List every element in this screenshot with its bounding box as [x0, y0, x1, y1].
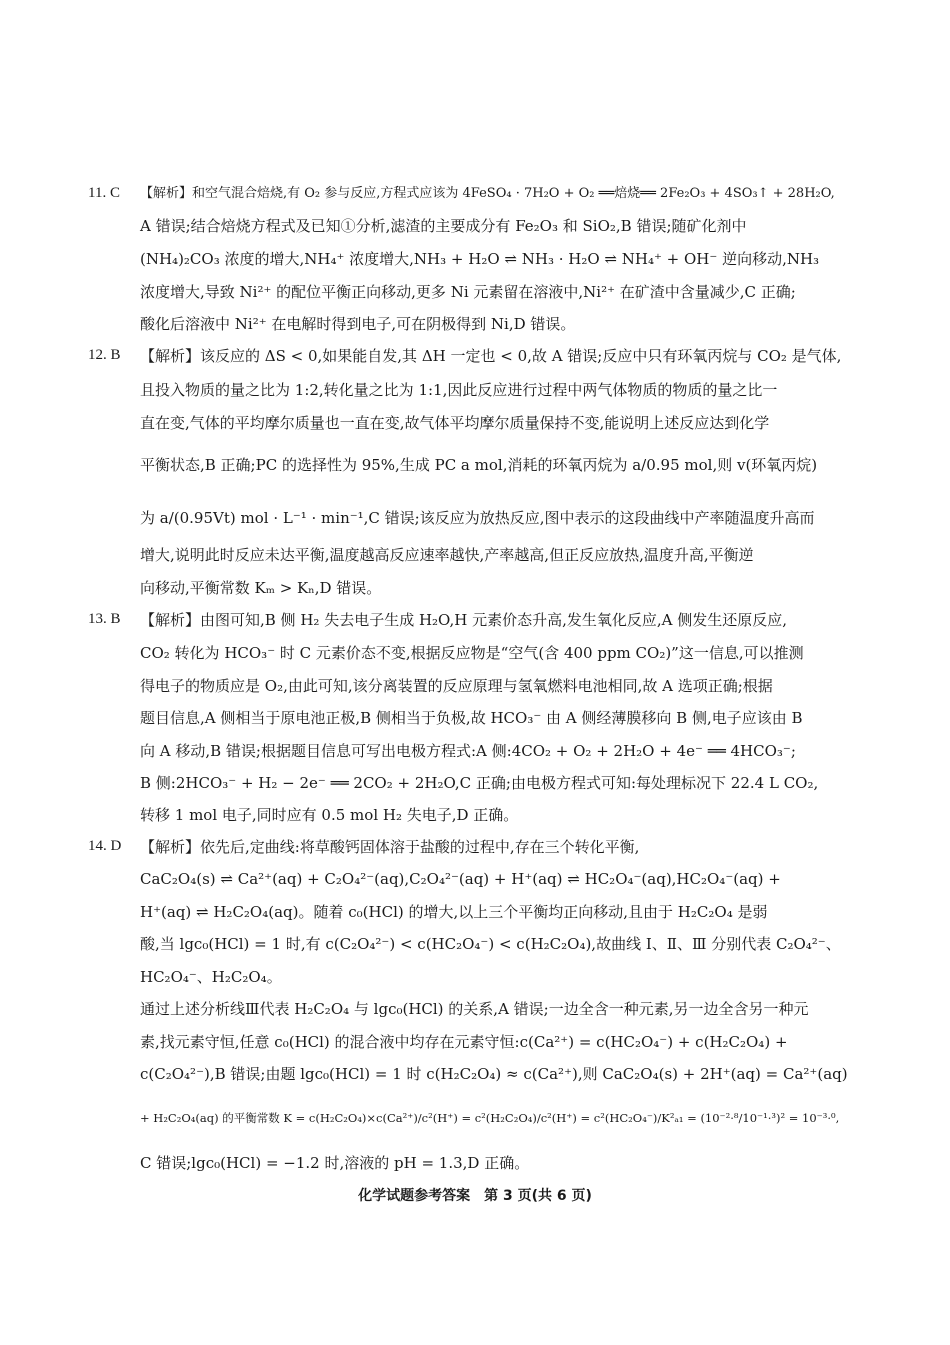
text-line: 转移 1 mol 电子,同时应有 0.5 mol H₂ 失电子,D 正确。	[140, 806, 519, 824]
text-line: 浓度增大,导致 Ni²⁺ 的配位平衡正向移动,更多 Ni 元素留在溶液中,Ni²⁺ 在矿渣中含量减少,C 正确;	[140, 283, 796, 301]
text-line: 直在变,气体的平均摩尔质量也一直在变,故气体平均摩尔质量保持不变,能说明上述反应达到化学	[140, 414, 770, 432]
text-line: CaC₂O₄(s) ⇌ Ca²⁺(aq) + C₂O₄²⁻(aq),C₂O₄²⁻(aq) + H⁺(aq) ⇌ HC₂O₄⁻(aq),HC₂O₄⁻(aq) +	[140, 870, 781, 888]
text-line: CO₂ 转化为 HCO₃⁻ 时 C 元素价态不变,根据反应物是“空气(含 400 ppm CO₂)”这一信息,可以推测	[140, 644, 804, 662]
text-line: B 侧:2HCO₃⁻ + H₂ − 2e⁻ ══ 2CO₂ + 2H₂O,C 正确;由电极方程式可知:每处理标况下 22.4 L CO₂,	[140, 774, 819, 792]
text-line: c(C₂O₄²⁻),B 错误;由题 lgc₀(HCl) = 1 时 c(H₂C₂O₄) ≈ c(Ca²⁺),则 CaC₂O₄(s) + 2H⁺(aq) = Ca²⁺(aq)	[140, 1065, 848, 1083]
text-line: 平衡状态,B 正确;PC 的选择性为 95%,生成 PC a mol,消耗的环氧丙烷为 a/0.95 mol,则 v(环氧丙烷)	[140, 456, 818, 474]
question-number: 14. D	[88, 838, 122, 854]
text-line: 【解析】该反应的 ΔS < 0,如果能自发,其 ΔH 一定也 < 0,故 A 错误;反应中只有环氧丙烷与 CO₂ 是气体,	[140, 347, 842, 365]
text-line: H⁺(aq) ⇌ H₂C₂O₄(aq)。随着 c₀(HCl) 的增大,以上三个平衡均正向移动,且由于 H₂C₂O₄ 是弱	[140, 903, 768, 921]
text-line: 【解析】由图可知,B 侧 H₂ 失去电子生成 H₂O,H 元素价态升高,发生氧化反应,A 侧发生还原反应,	[140, 611, 787, 629]
question-number: 11. C	[88, 185, 120, 201]
text-line: + H₂C₂O₄(aq) 的平衡常数 K = c(H₂C₂O₄)×c(Ca²⁺)/c²(H⁺) = c²(H₂C₂O₄)/c²(H⁺) = c²(HC₂O₄⁻)/K²ₐ₁ = (10⁻²·⁸/10⁻¹·³)² = 10⁻³·⁰,	[140, 1111, 840, 1125]
text-line: 为 a/(0.95Vt) mol · L⁻¹ · min⁻¹,C 错误;该反应为放热反应,图中表示的这段曲线中产率随温度升高而	[140, 509, 815, 527]
text-line: 向 A 移动,B 错误;根据题目信息可写出电极方程式:A 侧:4CO₂ + O₂ + 2H₂O + 4e⁻ ══ 4HCO₃⁻;	[140, 742, 796, 760]
question-number: 12. B	[88, 347, 121, 363]
text-line: 增大,说明此时反应未达平衡,温度越高反应速率越快,产率越高,但正反应放热,温度升高,平衡逆	[140, 546, 754, 564]
text-line: 【解析】和空气混合焙烧,有 O₂ 参与反应,方程式应该为 4FeSO₄ · 7H₂O + O₂ ══焙烧══ 2Fe₂O₃ + 4SO₃↑ + 28H₂O,	[140, 186, 835, 201]
text-line: 题目信息,A 侧相当于原电池正极,B 侧相当于负极,故 HCO₃⁻ 由 A 侧经薄膜移向 B 侧,电子应该由 B	[140, 709, 803, 727]
question-number: 13. B	[88, 611, 121, 627]
text-line: 得电子的物质应是 O₂,由此可知,该分离装置的反应原理与氢氧燃料电池相同,故 A 选项正确;根据	[140, 677, 773, 695]
text-line: 通过上述分析线Ⅲ代表 H₂C₂O₄ 与 lgc₀(HCl) 的关系,A 错误;一边全含一种元素,另一边全含另一种元	[140, 1000, 809, 1018]
text-line: 酸化后溶液中 Ni²⁺ 在电解时得到电子,可在阴极得到 Ni,D 错误。	[140, 315, 576, 333]
text-line: 【解析】依先后,定曲线:将草酸钙固体溶于盐酸的过程中,存在三个转化平衡,	[140, 838, 640, 856]
text-line: A 错误;结合焙烧方程式及已知①分析,滤渣的主要成分有 Fe₂O₃ 和 SiO₂,B 错误;随矿化剂中	[140, 217, 747, 235]
text-line: 且投入物质的量之比为 1:2,转化量之比为 1:1,因此反应进行过程中两气体物质的物质的量之比一	[140, 381, 778, 399]
text-line: C 错误;lgc₀(HCl) = −1.2 时,溶液的 pH = 1.3,D 正确。	[140, 1154, 530, 1172]
page-footer: 化学试题参考答案 第 3 页(共 6 页)	[358, 1188, 592, 1204]
text-line: 酸,当 lgc₀(HCl) = 1 时,有 c(C₂O₄²⁻) < c(HC₂O₄⁻) < c(H₂C₂O₄),故曲线 Ⅰ、Ⅱ、Ⅲ 分别代表 C₂O₄²⁻、	[140, 935, 841, 953]
text-line: 素,找元素守恒,任意 c₀(HCl) 的混合液中均存在元素守恒:c(Ca²⁺) = c(HC₂O₄⁻) + c(H₂C₂O₄) +	[140, 1033, 788, 1051]
text-line: (NH₄)₂CO₃ 浓度的增大,NH₄⁺ 浓度增大,NH₃ + H₂O ⇌ NH₃ · H₂O ⇌ NH₄⁺ + OH⁻ 逆向移动,NH₃	[140, 250, 820, 268]
text-line: HC₂O₄⁻、H₂C₂O₄。	[140, 968, 282, 986]
text-line: 向移动,平衡常数 Kₘ > Kₙ,D 错误。	[140, 579, 382, 597]
